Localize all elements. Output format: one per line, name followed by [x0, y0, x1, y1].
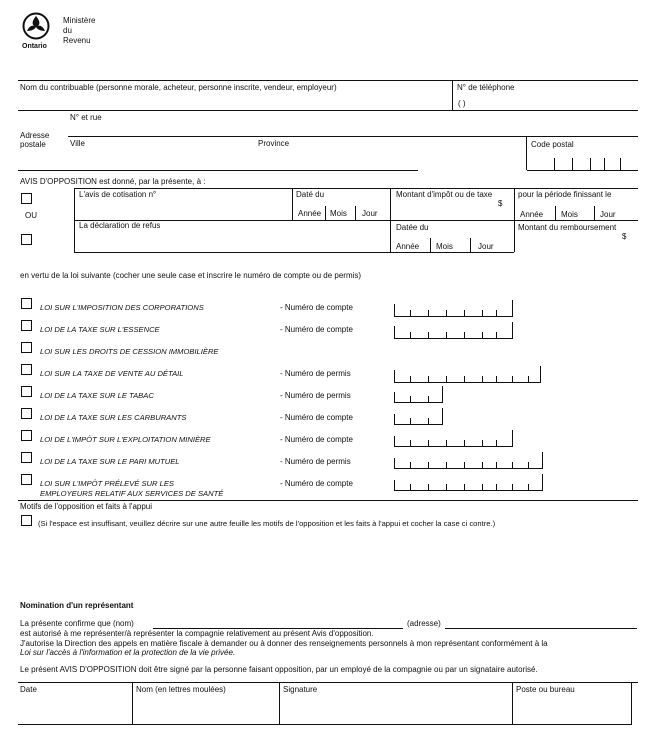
law-name: LOI DE LA TAXE SUR LE TABAC	[40, 391, 154, 400]
law-name-line-2: EMPLOYEURS RELATIF AUX SERVICES DE SANTÉ	[40, 489, 224, 498]
representative-address-field[interactable]	[445, 628, 637, 629]
law-checkbox-race-tracks[interactable]	[21, 452, 32, 463]
city-province-field[interactable]	[68, 150, 523, 166]
or-label: OU	[25, 211, 37, 220]
tax-amount-field[interactable]	[391, 200, 513, 219]
assessment-number-label: L'avis de cotisation n°	[79, 190, 157, 199]
law-intro: en vertu de la loi suivante (cocher une seule case et inscrire le numéro de compte ou de permis)	[20, 271, 362, 280]
law-name: LOI SUR LA TAXE DE VENTE AU DÉTAIL	[40, 369, 184, 378]
address-label-1: Adresse	[20, 131, 50, 140]
reasons-field[interactable]	[18, 532, 640, 598]
law-name: LOI DE LA TAXE SUR L'ESSENCE	[40, 325, 160, 334]
law-number-label: - Numéro de permis	[280, 457, 351, 466]
account-number-gasoline[interactable]	[394, 326, 513, 339]
refusal-checkbox[interactable]	[21, 234, 32, 245]
ontario-logo	[20, 12, 60, 50]
city-label: Ville	[70, 139, 85, 148]
law-name: LOI DE L'IMPÔT SUR L'EXPLOITATION MINIÈRE	[40, 435, 211, 444]
law-checkbox-retail-sales[interactable]	[21, 364, 32, 375]
tax-amount-dollar: $	[498, 199, 503, 208]
law-checkbox-land-transfer[interactable]	[21, 342, 32, 353]
law-checkbox-gasoline[interactable]	[21, 320, 32, 331]
ontario-trillium-icon	[22, 12, 50, 40]
taxpayer-name-label: Nom du contribuable (personne morale, acheteur, personne inscrite, vendeur, employeur)	[20, 83, 337, 92]
dated-day: Jour	[362, 209, 378, 218]
reasons-note: (Si l'espace est insuffisant, veuillez décrire sur une autre feuille les motifs de l'opposition et les faits à l'appui et cocher la case ci contre.)	[38, 519, 496, 528]
postal-code-label: Code postal	[531, 140, 574, 149]
representative-line-1b: (adresse)	[407, 619, 441, 628]
dated2-day: Jour	[478, 242, 494, 251]
position-label: Poste ou bureau	[516, 685, 575, 694]
notice-intro: AVIS D'OPPOSITION est donné, par la présente, à :	[20, 177, 206, 186]
law-number-label: - Numéro de compte	[280, 479, 353, 488]
dated-year: Année	[298, 209, 322, 218]
law-checkbox-tobacco[interactable]	[21, 386, 32, 397]
law-checkbox-health-tax[interactable]	[21, 474, 32, 485]
date-field[interactable]	[18, 696, 130, 722]
account-number-health-tax[interactable]	[394, 480, 543, 491]
ministry-line-1: Ministère	[63, 16, 96, 25]
permit-number-race-tracks[interactable]	[394, 458, 543, 469]
signature-field[interactable]	[280, 696, 510, 722]
dated2-month: Mois	[436, 242, 453, 251]
law-checkbox-fuel[interactable]	[21, 408, 32, 419]
ministry-line-3: Revenu	[63, 36, 91, 45]
reasons-extra-sheet-checkbox[interactable]	[21, 515, 32, 526]
period-day: Jour	[600, 210, 616, 219]
position-field[interactable]	[513, 696, 629, 722]
representative-line-2: est autorisé à me représenter/à représenter la compagnie relativement au présent Avis d'opposition.	[20, 629, 374, 638]
law-name: LOI SUR L'IMPÔT PRÉLEVÉ SUR LES	[40, 479, 174, 488]
representative-title: Nomination d'un représentant	[20, 601, 134, 610]
dated-month: Mois	[330, 209, 347, 218]
tax-amount-label: Montant d'impôt ou de taxe	[396, 190, 493, 199]
law-number-label: - Numéro de compte	[280, 325, 353, 334]
law-name: LOI SUR LES DROITS DE CESSION IMMOBILIÈRE	[40, 347, 219, 356]
refund-label: Montant du remboursement	[518, 223, 617, 232]
account-number-fuel[interactable]	[394, 414, 443, 425]
logo-text: Ontario	[22, 43, 47, 50]
permit-number-tobacco[interactable]	[394, 392, 443, 403]
law-number-label: - Numéro de permis	[280, 391, 351, 400]
postal-code-field[interactable]	[527, 152, 638, 170]
phone-label: N° de téléphone	[457, 83, 515, 92]
account-number-mining[interactable]	[394, 436, 513, 447]
refund-field[interactable]	[515, 232, 637, 250]
dated2-year: Année	[396, 242, 420, 251]
law-number-label: - Numéro de compte	[280, 435, 353, 444]
law-number-label: - Numéro de compte	[280, 413, 353, 422]
law-checkbox-corporations[interactable]	[21, 298, 32, 309]
period-month: Mois	[561, 210, 578, 219]
assessment-number-field[interactable]	[75, 200, 291, 219]
law-checkbox-mining[interactable]	[21, 430, 32, 441]
law-number-label: - Numéro de permis	[280, 369, 351, 378]
address-label-2: postale	[20, 140, 46, 149]
refund-dollar: $	[622, 232, 627, 241]
reasons-label: Motifs de l'opposition et faits à l'appui	[20, 502, 153, 511]
representative-line-1a: La présente confirme que (nom)	[20, 619, 134, 628]
signature-note: Le présent AVIS D'OPPOSITION doit être signé par la personne faisant opposition, par un employé de la compagnie ou par un signataire autorisé.	[20, 665, 538, 674]
law-name: LOI DE LA TAXE SUR LES CARBURANTS	[40, 413, 187, 422]
street-label: N° et rue	[70, 113, 102, 122]
representative-line-4: Loi sur l'accès à l'information et la protection de la vie privée.	[20, 648, 236, 657]
street-field[interactable]	[68, 122, 638, 134]
law-number-label: - Numéro de compte	[280, 303, 353, 312]
permit-number-retail-sales[interactable]	[394, 370, 541, 383]
taxpayer-name-field[interactable]	[18, 93, 450, 108]
date-label: Date	[20, 685, 37, 694]
dated2-label: Datée du	[396, 223, 429, 232]
refusal-label: La déclaration de refus	[79, 221, 161, 230]
dated-label: Daté du	[296, 190, 325, 199]
law-name: LOI SUR L'IMPOSITION DES CORPORATIONS	[40, 303, 204, 312]
printed-name-label: Nom (en lettres moulées)	[136, 685, 226, 694]
phone-area-code[interactable]: ( )	[458, 99, 466, 108]
account-number-corporations[interactable]	[394, 304, 513, 317]
signature-label: Signature	[283, 685, 318, 694]
period-label: pour la période finissant le	[518, 190, 612, 199]
assessment-checkbox[interactable]	[21, 193, 32, 204]
law-name: LOI DE LA TAXE SUR LE PARI MUTUEL	[40, 457, 180, 466]
representative-line-3: J'autorise la Direction des appels en matière fiscale à demander ou à donner des renseignements personnels à mon représentant conformément à la	[20, 639, 548, 648]
province-label: Province	[258, 139, 290, 148]
ministry-line-2: du	[63, 26, 72, 35]
period-year: Année	[520, 210, 544, 219]
refusal-field[interactable]	[75, 232, 389, 250]
printed-name-field[interactable]	[133, 696, 277, 722]
